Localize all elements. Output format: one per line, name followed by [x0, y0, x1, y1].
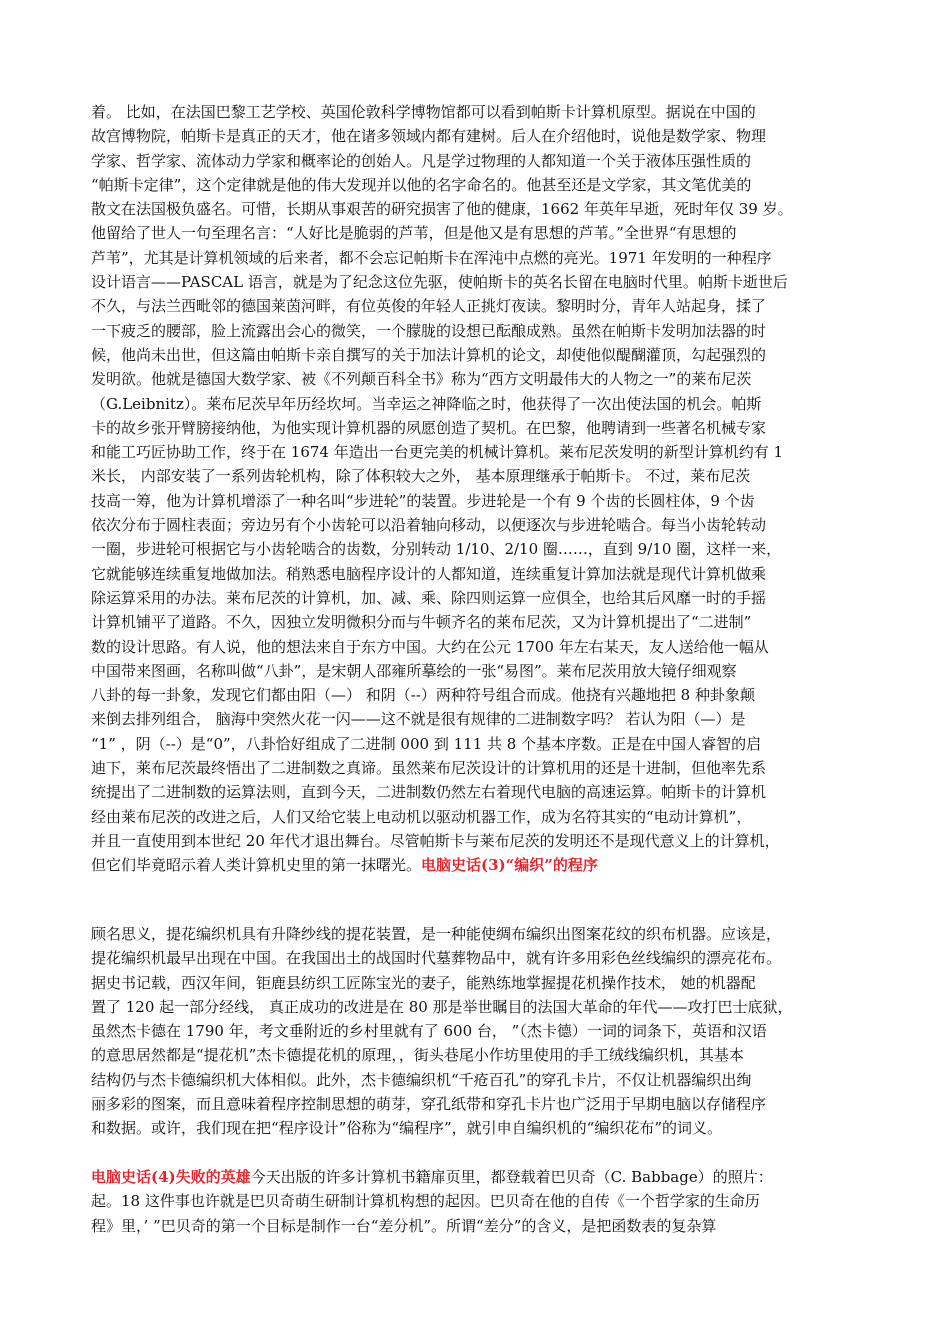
paragraph-babbage	[91, 1165, 859, 1238]
text-line-with-heading	[91, 853, 859, 877]
text-line: 一圈，步进轮可根据它与小齿轮啮合的齿数，分别转动 1/10、2/10 圈……，直到 9/10 圈，这样一来，	[91, 540, 782, 559]
text-line: 经由莱布尼茨的改进之后，人们又给它装上电动机以驱动机器工作，成为名符其实的“电动计算机”，	[91, 807, 752, 826]
text-line: “帕斯卡定律”，这个定律就是他的伟大发现并以他的名字命名的。他甚至还是文学家，其文笔优美的	[91, 175, 752, 194]
text-line: 米长， 内部安装了一系列齿轮机构，除了体积较大之外， 基本原理继承于帕斯卡。 不过，莱布尼茨	[91, 467, 751, 486]
text-line: 着。 比如，在法国巴黎工艺学校、英国伦敦科学博物馆都可以看到帕斯卡计算机原型。据说在中国的	[91, 103, 756, 121]
text-line: 芦苇”，尤其是计算机领域的后来者，都不会忘记帕斯卡在浑沌中点燃的亮光。1971 年发明的一种程序	[91, 248, 772, 267]
text-line: 卡的故乡张开臂膀接纳他，为他实现计算机器的夙愿创造了契机。在巴黎，他聘请到一些著名机械专家	[91, 418, 767, 437]
text-run: 今天出版的许多计算机书籍扉页里，都登载着巴贝奇（C. Babbage）的照片：	[250, 1168, 773, 1186]
text-line: 提花编织机最早出现在中国。在我国出土的战国时代墓葬物品中，就有许多用彩色丝线编织的漂亮花布。	[91, 949, 782, 968]
text-line: 和能工巧匠协助工作，终于在 1674 年造出一台更完美的机械计算机。莱布尼茨发明的新型计算机约有 1	[91, 443, 784, 462]
text-line: 一下疲乏的腰部，脸上流露出会心的微笑，一个朦胧的设想已酝酿成熟。虽然在帕斯卡发明加法器的时	[91, 321, 767, 340]
text-line: 中国带来图画，名称叫做“八卦”，是宋朝人邵雍所摹绘的一张“易图”。莱布尼茨用放大镜仔细观察	[91, 661, 737, 680]
text-line: 他留给了世人一句至理名言：“人好比是脆弱的芦苇，但是他又是有思想的芦苇。”全世界“有思想的	[91, 224, 737, 243]
section-heading-4: 电脑史话(4)失败的英雄	[91, 1168, 251, 1186]
paragraph-pascal-leibniz	[91, 100, 859, 878]
text-line: 据史书记载，西汉年间，钜鹿县纺织工匠陈宝光的妻子，能熟练地掌握提花机操作技术， 她的机器配	[91, 973, 756, 992]
text-line: 虽然杰卡德在 1790 年，考文垂附近的乡村里就有了 600 台， ”（杰卡德）一词的词条下，英语和汉语	[91, 1022, 767, 1041]
text-line: 的意思居然都是“提花机”杰卡德提花机的原理，，街头巷尾小作坊里使用的手工绒线编织机，其基本	[91, 1046, 744, 1065]
section-heading-3: 电脑史话(3)“编织”的程序	[421, 856, 598, 875]
text-line: 除运算采用的办法。莱布尼茨的计算机，加、减、乘、除四则运算一应俱全，也给其后风靡一时的手摇	[91, 588, 767, 607]
text-line: 置了 120 起一部分经线， 真正成功的改进是在 80 那是举世瞩目的法国大革命的年代——攻打巴士底狱，	[91, 997, 793, 1016]
text-line: 迪下，莱布尼茨最终悟出了二进制数之真谛。虽然莱布尼茨设计的计算机用的还是十进制，但他率先系	[91, 759, 767, 778]
text-line: （G.Leibnitz）。莱布尼茨早年历经坎坷。当幸运之神降临之时，他获得了一次出使法国的机会。帕斯	[91, 394, 762, 413]
text-line: 统提出了二进制数的运算法则，直到今天，二进制数仍然左右着现代电脑的高速运算。帕斯卡的计算机	[91, 783, 767, 802]
text-line: 顾名思义，提花编织机具有升降纱线的提花装置，是一种能使绸布编织出图案花纹的织布机器。应该是，	[91, 925, 782, 943]
text-run: 但它们毕竟昭示着人类计算机史里的第一抹曙光。	[91, 856, 422, 875]
text-line: 来倒去排列组合， 脑海中突然火花一闪——这不就是很有规律的二进制数字吗？ 若认为阳（—）是	[91, 710, 746, 729]
text-line: 学家、哲学家、流体动力学家和概率论的创始人。凡是学过物理的人都知道一个关于液体压强性质的	[91, 151, 752, 170]
text-line: 和数据。或许，我们现在把“程序设计”俗称为“编程序”，就引申自编织机的“编织花布”的词义。	[91, 1119, 723, 1138]
text-line-with-heading	[91, 1165, 859, 1189]
text-line: 结构仍与杰卡德编织机大体相似。此外，杰卡德编织机“千疮百孔”的穿孔卡片，不仅让机器编织出绚	[91, 1070, 752, 1089]
text-line: 八卦的每一卦象，发现它们都由阳（—） 和阴（--）两种符号组合而成。他挠有兴趣地把 8 种卦象颠	[91, 686, 755, 705]
text-line: 起。18 这件事也许就是巴贝奇萌生研制计算机构想的起因。巴贝奇在他的自传《一个哲学家的生命历	[91, 1192, 760, 1211]
text-line: 程》里，’ ”巴贝奇的第一个目标是制作一台“差分机”。所谓“差分”的含义，是把函数表的复杂算	[91, 1216, 717, 1235]
text-line: 技高一筹，他为计算机增添了一种名叫“步进轮”的装置。步进轮是一个有 9 个齿的长圆柱体，9 个齿	[91, 491, 755, 510]
text-line: 不久，与法兰西毗邻的德国莱茵河畔，有位英俊的年轻人正挑灯夜读。黎明时分，青年人站起身，揉了	[91, 297, 767, 316]
text-line: 数的设计思路。有人说，他的想法来自于东方中国。大约在公元 1700 年左右某天，友人送给他一幅从	[91, 637, 769, 656]
text-line: 散文在法国极负盛名。可惜，长期从事艰苦的研究损害了他的健康，1662 年英年早逝，死时年仅 39 岁。	[91, 200, 793, 219]
text-line: 故宫博物院，帕斯卡是真正的天才，他在诸多领域内都有建树。后人在介绍他时，说他是数学家、物理	[91, 127, 767, 146]
text-line: 丽多彩的图案，而且意味着程序控制思想的萌芽，穿孔纸带和穿孔卡片也广泛用于早期电脑以存储程序	[91, 1095, 767, 1114]
text-line: 并且一直使用到本世纪 20 年代才退出舞台。尽管帕斯卡与莱布尼茨的发明还不是现代意义上的计算机，	[91, 831, 780, 850]
text-line: 依次分布于圆柱表面；旁边另有个小齿轮可以沿着轴向移动，以便逐次与步进轮啮合。每当小齿轮转动	[91, 516, 767, 535]
text-line: “1” ，阴（--）是“0”，八卦恰好组成了二进制 000 到 111 共 8 个基本序数。正是在中国人睿智的启	[91, 734, 762, 753]
text-line: 候，他尚未出世，但这篇由帕斯卡亲自撰写的关于加法计算机的论文，却使他似醍醐灌顶，勾起强烈的	[91, 345, 767, 364]
text-line: 它就能够连续重复地做加法。稍熟悉电脑程序设计的人都知道，连续重复计算加法就是现代计算机做乘	[91, 564, 767, 583]
text-line: 计算机铺平了道路。不久，因独立发明微积分而与牛顿齐名的莱布尼茨，又为计算机提出了“二进制”	[91, 613, 752, 632]
text-line: 发明欲。他就是德国大数学家、被《不列颠百科全书》称为“西方文明最伟大的人物之一”的莱布尼茨	[91, 370, 752, 389]
text-line: 设计语言——PASCAL 语言，就是为了纪念这位先驱，使帕斯卡的英名长留在电脑时代里。帕斯卡逝世后	[91, 273, 788, 292]
paragraph-jacquard-loom	[91, 922, 859, 1141]
